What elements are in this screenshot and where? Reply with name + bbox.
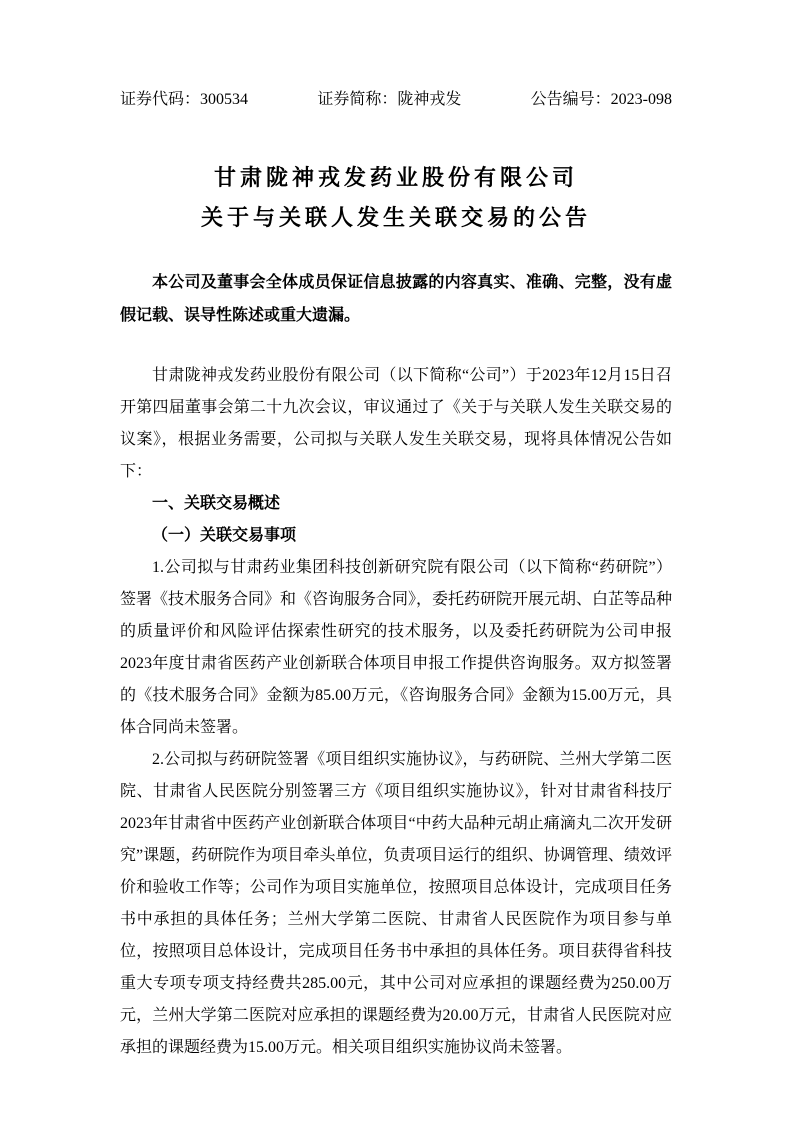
stock-short-name: 证券简称：陇神戎发 [317, 91, 462, 108]
declaration-statement: 本公司及董事会全体成员保证信息披露的内容真实、准确、完整，没有虚假记载、误导性陈述或重大遗漏。 [120, 274, 672, 324]
intro-paragraph: 甘肃陇神戎发药业股份有限公司（以下简称“公司”）于2023年12月15日召开第四届董事会第二十九次会议，审议通过了《关于与关联人发生关联交易的议案》，根据业务需要，公司拟与关联人发生关联交易，现将具体情况公告如下： [120, 367, 672, 480]
subsection-heading-transaction-items: （一）关联交易事项 [152, 527, 297, 544]
document-header [120, 88, 672, 112]
stock-code: 证券代码：300534 [120, 91, 249, 108]
transaction-item-1-paragraph: 1.公司拟与甘肃药业集团科技创新研究院有限公司（以下简称“药研院”）签署《技术服务合同》和《咨询服务合同》，委托药研院开展元胡、白芷等品种的质量评价和风险评估探索性研究的技术服务，以及委托药研院为公司申报2023年度甘肃省医药产业创新联合体项目申报工作提供咨询服务。双方拟签署的《技术服务合同》金额为85.00万元，《咨询服务合同》金额为15.00万元，具体合同尚未签署。 [120, 559, 673, 736]
section-heading-overview: 一、关联交易概述 [152, 495, 281, 512]
document-title-line-1: 甘肃陇神戎发药业股份有限公司 [213, 165, 578, 190]
document-title-line-2: 关于与关联人发生关联交易的公告 [200, 205, 591, 230]
transaction-item-2-paragraph: 2.公司拟与药研院签署《项目组织实施协议》，与药研院、兰州大学第二医院、甘肃省人民医院分别签署三方《项目组织实施协议》，针对甘肃省科技厅2023年甘肃省中医药产业创新联合体项目“中药大品种元胡止痛滴丸二次开发研究”课题，药研院作为项目牵头单位，负责项目运行的组织、协调管理、绩效评价和验收工作等；公司作为项目实施单位，按照项目总体设计，完成项目任务书中承担的具体任务；兰州大学第二医院、甘肃省人民医院作为项目参与单位，按照项目总体设计，完成项目任务书中承担的具体任务。项目获得省科技重大专项专项支持经费共285.00元，其中公司对应承担的课题经费为250.00万元，兰州大学第二医院对应承担的课题经费为20.00万元，甘肃省人民医院对应承担的课题经费为15.00万元。相关项目组织实施协议尚未签署。 [120, 751, 672, 1056]
announcement-number: 公告编号：2023-098 [530, 91, 672, 108]
document-title [120, 158, 672, 238]
